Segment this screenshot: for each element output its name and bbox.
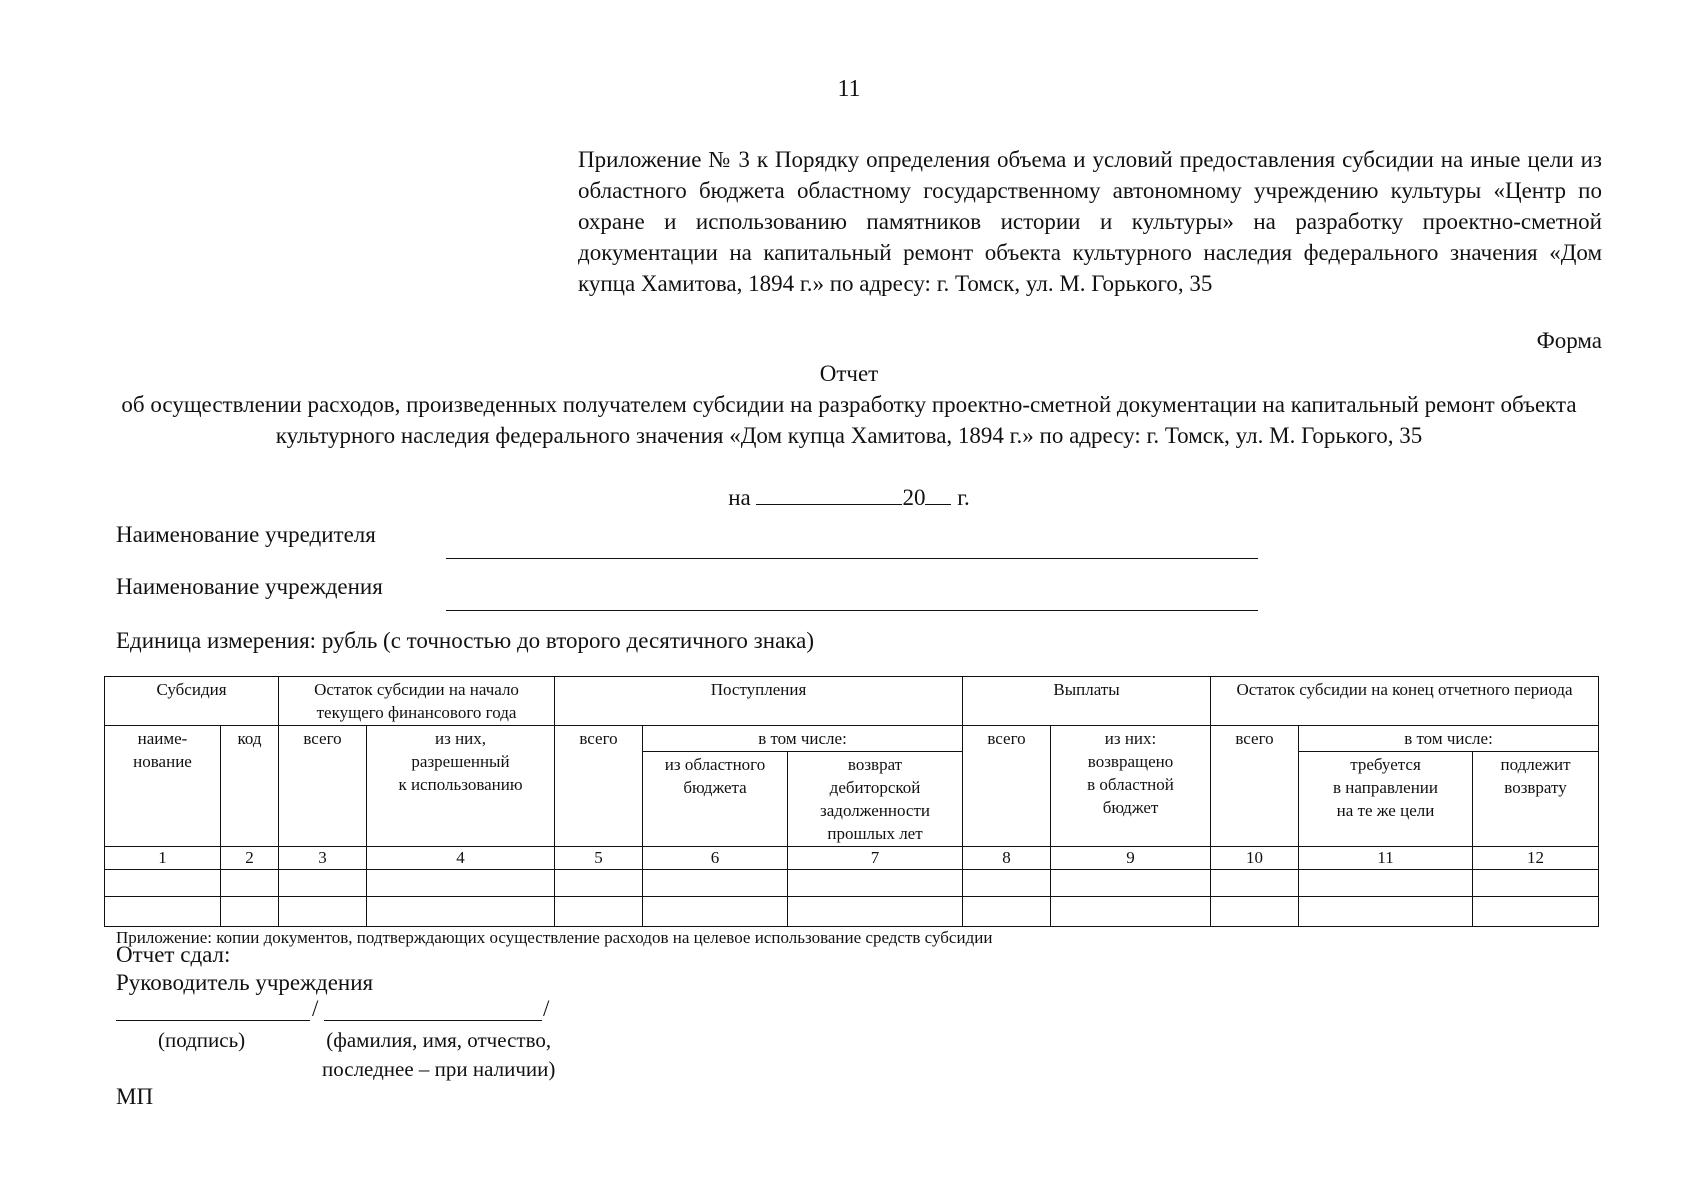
header-from-budget: из областного бюджета bbox=[643, 752, 788, 847]
table-cell bbox=[279, 897, 367, 927]
header-of-which-returned bbox=[1051, 726, 1211, 847]
header-subsidy: Субсидия bbox=[105, 677, 279, 726]
attachment-note: Приложение: копии документов, подтверждающих осуществление расходов на целевое использование средств субсидии bbox=[116, 928, 993, 947]
date-blank bbox=[756, 482, 902, 505]
appendix-header: Приложение № 3 к Порядку определения объема и условий предоставления субсидии на иные цели из областного бюджета областному государственному автономному учреждению культуры «Центр по охране и использованию памятников истории и культуры» на разработку проектно-сметной документации на капитальный ремонт объекта культурного наследия федерального значения «Дом купца Хамитова, 1894 г.» по адресу: г. Томск, ул. М. Горького, 35 bbox=[578, 147, 1602, 296]
header-subject-return: подлежит возврату bbox=[1473, 752, 1599, 847]
seal-label: МП bbox=[116, 1084, 154, 1109]
header-name: наиме- нование bbox=[105, 726, 221, 847]
table-cell bbox=[105, 897, 221, 927]
table-cell bbox=[367, 870, 555, 897]
column-number: 3 bbox=[279, 847, 367, 870]
date-prefix: на bbox=[728, 485, 751, 510]
column-number: 6 bbox=[643, 847, 788, 870]
institution-label: Наименование учреждения bbox=[116, 574, 383, 599]
table-cell bbox=[1473, 897, 1599, 927]
signature-caption: (подпись) bbox=[158, 1028, 246, 1052]
table-cell bbox=[788, 897, 963, 927]
column-number: 1 bbox=[105, 847, 221, 870]
header-balance-end: Остаток субсидии на конец отчетного периода bbox=[1211, 677, 1599, 726]
header-required-same: требуется в направлении на те же цели bbox=[1299, 752, 1473, 847]
founder-field-line bbox=[446, 558, 1258, 559]
name-caption: (фамилия, имя, отчество, последнее – при наличии) bbox=[322, 1028, 556, 1081]
column-number: 9 bbox=[1051, 847, 1211, 870]
table-cell bbox=[1051, 897, 1211, 927]
header-of-which: из них: bbox=[1104, 729, 1157, 748]
header-returned: возвращено в областной бюджет bbox=[1087, 752, 1174, 817]
units-label: Единица измерения: рубль (с точностью до второго десятичного знака) bbox=[116, 628, 814, 653]
column-number: 10 bbox=[1211, 847, 1299, 870]
table-row bbox=[105, 897, 1599, 927]
header-row-sub bbox=[105, 726, 1599, 752]
table-cell bbox=[105, 870, 221, 897]
report-table bbox=[104, 676, 1599, 927]
date-year-prefix: 20 bbox=[902, 485, 926, 510]
table-cell bbox=[1211, 897, 1299, 927]
column-number: 2 bbox=[221, 847, 279, 870]
table-cell bbox=[1211, 870, 1299, 897]
table-cell bbox=[1473, 870, 1599, 897]
submitted-label: Отчет сдал: bbox=[116, 942, 231, 967]
report-date-line bbox=[0, 482, 1698, 511]
table-cell bbox=[1299, 897, 1473, 927]
column-number: 5 bbox=[555, 847, 643, 870]
page-number: 11 bbox=[837, 76, 861, 102]
header-total-payments: всего bbox=[963, 726, 1051, 847]
table-cell bbox=[643, 870, 788, 897]
head-label: Руководитель учреждения bbox=[116, 970, 374, 995]
table-cell bbox=[279, 870, 367, 897]
table-cell bbox=[963, 870, 1051, 897]
table-cell bbox=[367, 897, 555, 927]
header-balance-start: Остаток субсидии на начало текущего финансового года bbox=[279, 677, 555, 726]
slash-divider: / bbox=[312, 996, 319, 1021]
founder-label: Наименование учредителя bbox=[116, 522, 376, 547]
header-payments: Выплаты bbox=[963, 677, 1211, 726]
table-cell bbox=[963, 897, 1051, 927]
header-row-groups bbox=[105, 677, 1599, 726]
table-cell bbox=[1299, 870, 1473, 897]
column-number: 11 bbox=[1299, 847, 1473, 870]
date-suffix: г. bbox=[957, 485, 970, 510]
table-row bbox=[105, 870, 1599, 897]
institution-field-line bbox=[446, 610, 1258, 611]
table-cell bbox=[221, 897, 279, 927]
header-total-receipts: всего bbox=[555, 726, 643, 847]
slash-divider: / bbox=[543, 996, 550, 1021]
table-cell bbox=[555, 897, 643, 927]
signature-line bbox=[116, 1020, 310, 1021]
header-of-which-allowed: из них, разрешенный к использованию bbox=[367, 726, 555, 847]
header-return-debt: возврат дебиторской задолженности прошлых лет bbox=[788, 752, 963, 847]
table-cell bbox=[221, 870, 279, 897]
header-receipts: Поступления bbox=[555, 677, 963, 726]
column-number: 8 bbox=[963, 847, 1051, 870]
header-receipts-including: в том числе: bbox=[643, 726, 963, 752]
report-title: Отчет bbox=[819, 361, 879, 386]
report-subtitle: об осуществлении расходов, произведенных получателем субсидии на разработку проектно-сметной документации на капитальный ремонт объекта культурного наследия федерального значения «Дом купца Хамитова, 1894 г.» по адресу: г. Томск, ул. М. Горького, 35 bbox=[121, 392, 1577, 448]
column-number-row bbox=[105, 847, 1599, 870]
table-cell bbox=[1051, 870, 1211, 897]
header-total-start: всего bbox=[279, 726, 367, 847]
header-end-including: в том числе: bbox=[1299, 726, 1599, 752]
table-cell bbox=[643, 897, 788, 927]
year-blank bbox=[925, 482, 951, 505]
header-code: код bbox=[221, 726, 279, 847]
table-cell bbox=[788, 870, 963, 897]
name-line bbox=[324, 1020, 542, 1021]
column-number: 7 bbox=[788, 847, 963, 870]
header-total-end: всего bbox=[1211, 726, 1299, 847]
column-number: 12 bbox=[1473, 847, 1599, 870]
table-cell bbox=[555, 870, 643, 897]
form-label: Форма bbox=[1536, 328, 1602, 353]
column-number: 4 bbox=[367, 847, 555, 870]
